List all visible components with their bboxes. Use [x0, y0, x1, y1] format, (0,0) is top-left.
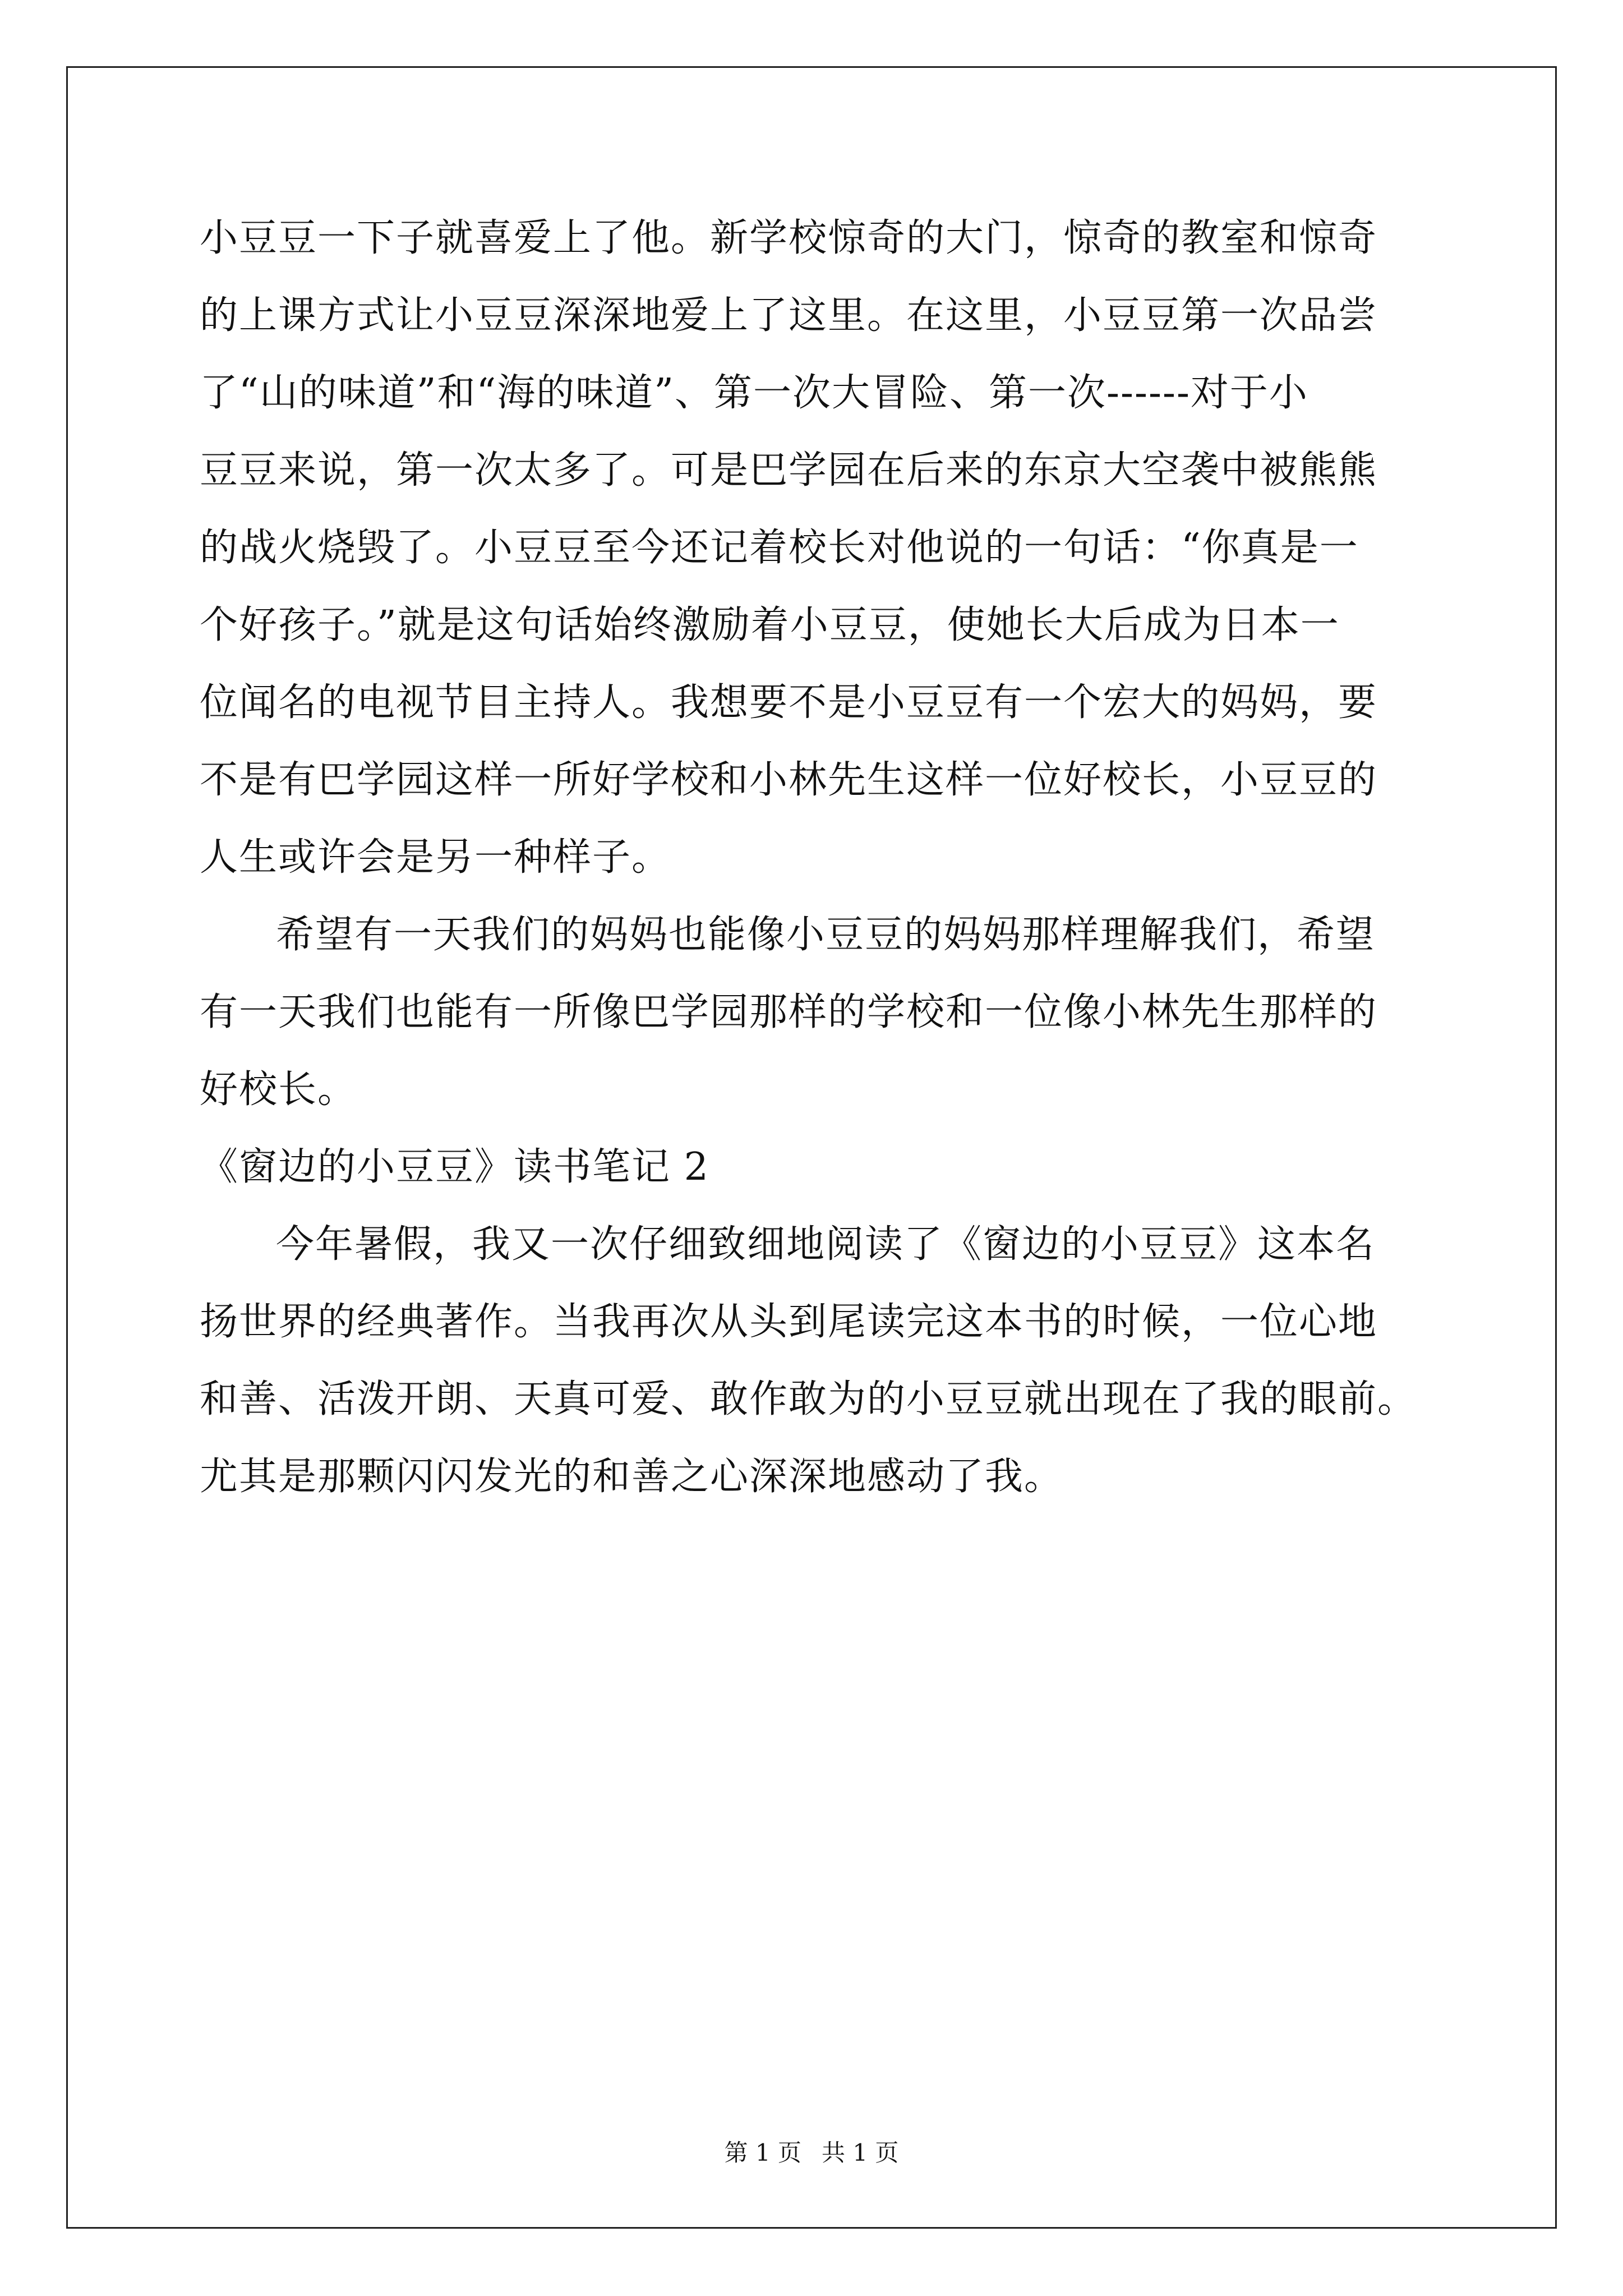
paragraph-1-line-5: 的战火烧毁了。小豆豆至今还记着校长对他说的一句话：“你真是一 [200, 526, 1359, 570]
paragraph-1-line-8: 不是有巴学园这样一所好学校和小林先生这样一位好校长，小豆豆的 [200, 758, 1378, 802]
page-number: 第 1 页 [724, 2139, 801, 2166]
paragraph-3-line-2: 扬世界的经典著作。当我再次从头到尾读完这本书的时候，一位心地 [200, 1300, 1378, 1344]
paragraph-1-line-2: 的上课方式让小豆豆深深地爱上了这里。在这里，小豆豆第一次品尝 [200, 293, 1378, 338]
paragraph-2-line-2: 有一天我们也能有一所像巴学园那样的学校和一位像小林先生那样的 [200, 990, 1378, 1034]
paragraph-3-line-1: 今年暑假，我又一次仔细致细地阅读了《窗边的小豆豆》这本名 [276, 1222, 1376, 1267]
paragraph-1-line-9: 人生或许会是另一种样子。 [200, 835, 671, 880]
paragraph-1-line-7: 位闻名的电视节目主持人。我想要不是小豆豆有一个宏大的妈妈，要 [200, 680, 1378, 725]
section-heading: 《窗边的小豆豆》读书笔记 2 [200, 1145, 709, 1189]
paragraph-2-line-3: 好校长。 [200, 1068, 357, 1112]
paragraph-1-line-4: 豆豆来说，第一次太多了。可是巴学园在后来的东京大空袭中被熊熊 [200, 448, 1378, 493]
paragraph-1-line-6: 个好孩子。”就是这句话始终激励着小豆豆，使她长大后成为日本一 [200, 603, 1340, 647]
page-footer [0, 2136, 1623, 2170]
paragraph-3-line-4: 尤其是那颗闪闪发光的和善之心深深地感动了我。 [200, 1455, 1064, 1499]
paragraph-3-line-3: 和善、活泼开朗、天真可爱、敢作敢为的小豆豆就出现在了我的眼前。 [200, 1377, 1417, 1421]
paragraph-2-line-1: 希望有一天我们的妈妈也能像小豆豆的妈妈那样理解我们，希望 [276, 913, 1376, 957]
paragraph-1-line-3: 了“山的味道”和“海的味道”、第一次大冒险、第一次------对于小 [200, 371, 1308, 415]
paragraph-1-line-1: 小豆豆一下子就喜爱上了他。新学校惊奇的大门，惊奇的教室和惊奇 [200, 216, 1378, 260]
page-total: 共 1 页 [822, 2139, 899, 2166]
